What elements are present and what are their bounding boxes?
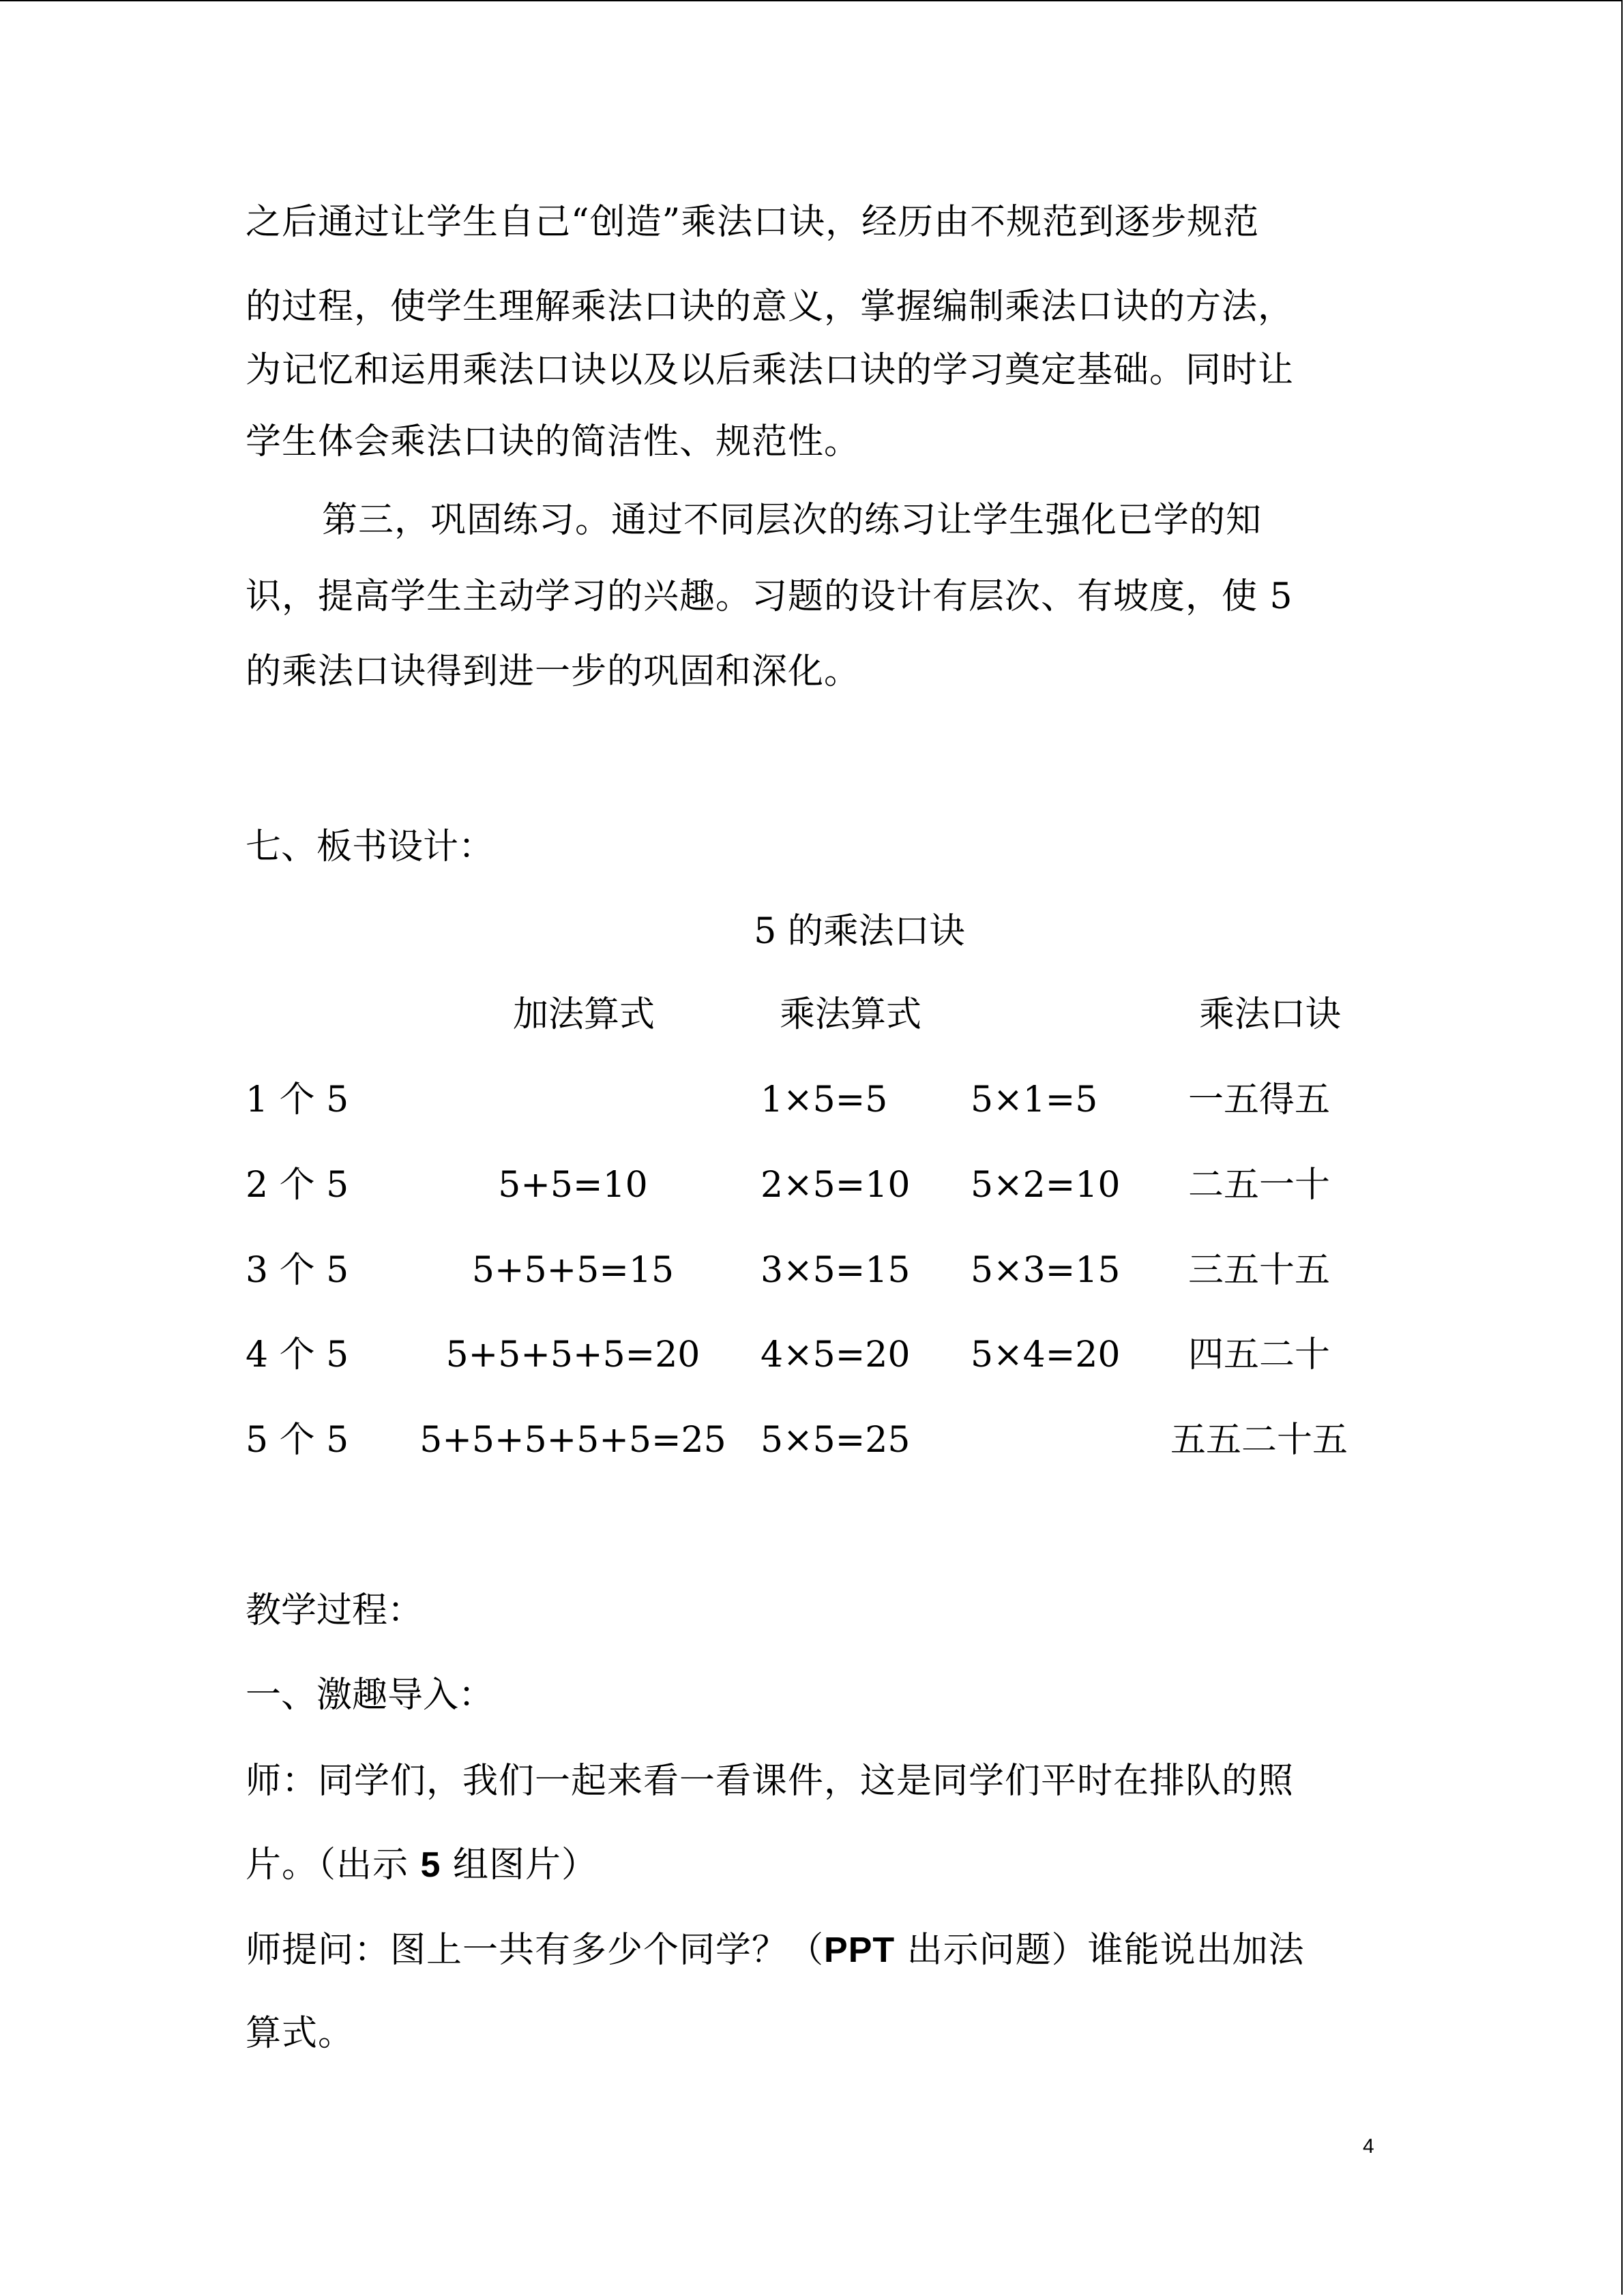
table-row (0, 1335, 1624, 1375)
addition-cell: 5+5=10 (498, 1165, 648, 1206)
rhyme-cell: 二五一十 (1187, 1165, 1331, 1206)
table-row (0, 1420, 1624, 1461)
teacher-line (246, 1845, 597, 1885)
paragraph-line: 识，提高学生主动学习的兴趣。习题的设计有层次、有坡度，使 5 (246, 576, 1293, 617)
group-count: 5 (420, 1845, 441, 1885)
multiplication-cell: 4×5=20 (761, 1335, 911, 1375)
rhyme-cell: 五五二十五 (1170, 1420, 1348, 1461)
question-text: 师提问：图上一共有多少个同学？（ (246, 1930, 825, 1971)
teacher-line-text: 片。（出示 (246, 1845, 421, 1885)
addition-cell: 5+5+5+5=20 (445, 1335, 700, 1375)
page-number: 4 (1363, 2135, 1374, 2158)
multiplication-cell: 5×5=25 (761, 1420, 911, 1461)
paragraph-line: 第三，巩固练习。通过不同层次的练习让学生强化已学的知 (322, 500, 1263, 541)
table-row (0, 1165, 1624, 1206)
teaching-process-heading: 教学过程： (246, 1590, 424, 1631)
paragraph-line: 学生体会乘法口诀的简洁性、规范性。 (246, 421, 861, 462)
rhyme-cell: 三五十五 (1187, 1250, 1331, 1291)
paragraph-line: 为记忆和运用乘法口诀以及以后乘法口诀的学习奠定基础。同时让 (246, 350, 1295, 391)
rhyme-cell: 四五二十 (1187, 1335, 1331, 1375)
paragraph-line: 之后通过让学生自己“创造”乘法口诀，经历由不规范到逐步规范 (246, 202, 1260, 243)
multiplication-cell: 2×5=10 (761, 1165, 911, 1206)
multiplication-cell: 3×5=15 (761, 1250, 911, 1291)
question-text: 出示问题）谁能说出加法 (895, 1930, 1305, 1971)
ppt-label: PPT (824, 1930, 896, 1970)
teacher-line: 师：同学们，我们一起来看一看课件，这是同学们平时在排队的照 (246, 1761, 1295, 1802)
multiplication-cell: 5×4=20 (971, 1335, 1121, 1375)
multiplication-cell: 5×1=5 (971, 1079, 1098, 1120)
paragraph-line: 的乘法口诀得到进一步的巩固和深化。 (246, 651, 861, 692)
table-row (0, 1250, 1624, 1291)
count-cell: 1 个 5 (246, 1079, 349, 1120)
count-cell: 2 个 5 (246, 1165, 349, 1206)
multiplication-cell: 5×3=15 (971, 1250, 1121, 1291)
table-row (0, 1079, 1624, 1120)
board-design-heading: 七、板书设计： (246, 826, 494, 867)
question-line (246, 1930, 1305, 1971)
count-cell: 5 个 5 (246, 1420, 349, 1461)
header-rhyme: 乘法口诀 (1199, 994, 1342, 1035)
multiplication-cell: 5×2=10 (971, 1165, 1121, 1206)
count-cell: 4 个 5 (246, 1335, 349, 1375)
paragraph-line: 的过程，使学生理解乘法口诀的意义，掌握编制乘法口诀的方法， (246, 286, 1295, 327)
addition-cell: 5+5+5+5+5=25 (419, 1420, 726, 1461)
board-title: 5 的乘法口诀 (754, 911, 965, 952)
addition-cell: 5+5+5=15 (471, 1250, 675, 1291)
teacher-line-text: 组图片） (441, 1845, 597, 1885)
header-addition: 加法算式 (513, 994, 655, 1035)
intro-subheading: 一、激趣导入： (246, 1675, 494, 1716)
header-multiplication: 乘法算式 (780, 994, 922, 1035)
rhyme-cell: 一五得五 (1187, 1079, 1331, 1120)
count-cell: 3 个 5 (246, 1250, 349, 1291)
multiplication-cell: 1×5=5 (761, 1079, 888, 1120)
question-line: 算式。 (246, 2013, 355, 2054)
